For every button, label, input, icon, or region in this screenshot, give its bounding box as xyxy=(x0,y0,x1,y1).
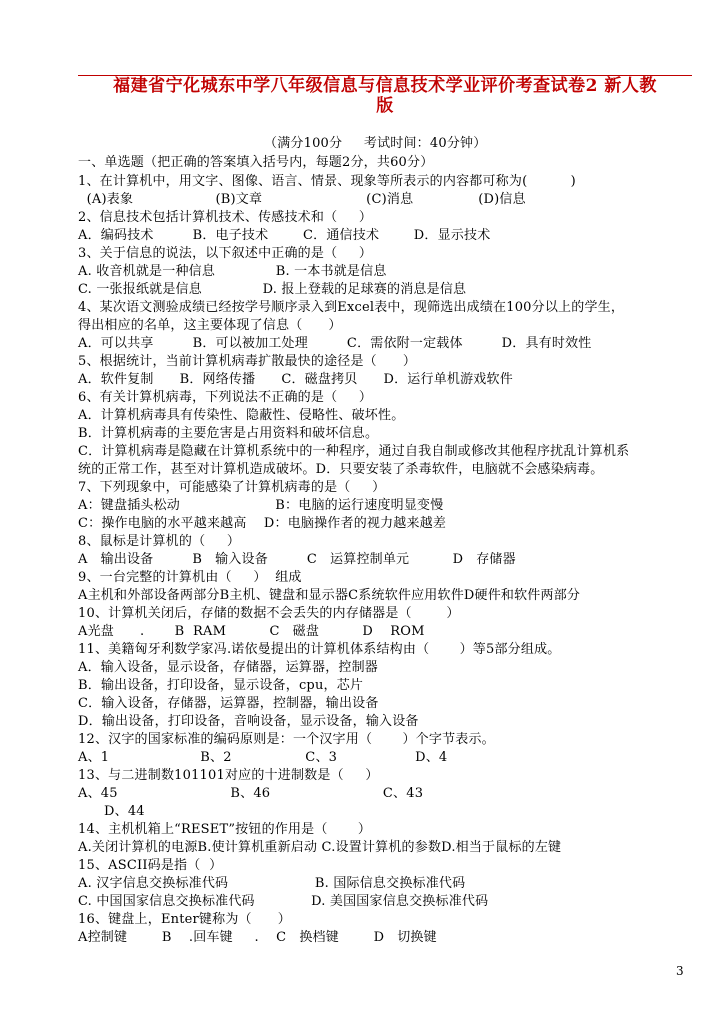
question-6: 6、有关计算机病毒，下列说法不正确的是（ ） xyxy=(78,390,373,405)
question-11: 11、美籍匈牙利数学家冯.诺依曼提出的计算机体系结构由（ ）等5部分组成。 xyxy=(78,642,561,657)
question-11-option-b: B．输出设备，打印设备，显示设备，cpu，芯片 xyxy=(78,678,364,693)
question-11-option-a: A．输入设备，显示设备，存储器，运算器，控制器 xyxy=(78,660,378,675)
page-number: 3 xyxy=(676,964,684,978)
question-2: 2、信息技术包括计算机技术、传感技术和（ ） xyxy=(78,210,373,225)
question-13-option-d: D、44 xyxy=(78,804,145,819)
question-11-option-c: C．输入设备，存储器，运算器，控制器，输出设备 xyxy=(78,696,379,711)
question-16-options: A控制键 B .回车键 . C 换档键 D 切换键 xyxy=(78,930,437,945)
question-4-line-2: 得出相应的名单，这主要体现了信息（ ） xyxy=(78,318,342,333)
question-8: 8、鼠标是计算机的（ ） xyxy=(78,534,241,549)
question-14: 14、主机机箱上“RESET”按钮的作用是（ ） xyxy=(78,822,372,837)
question-15: 15、ASCII码是指（ ） xyxy=(78,858,223,873)
question-10-options: A光盘 . B RAM C 磁盘 D ROM xyxy=(78,624,425,639)
question-14-options: A.关闭计算机的电源B.使计算机重新启动 C.设置计算机的参数D.相当于鼠标的左键 xyxy=(78,840,562,855)
question-4-options: A．可以共享 B．可以被加工处理 C．需依附一定载体 D．具有时效性 xyxy=(78,336,592,351)
question-13-options: A、45 B、46 C、43 xyxy=(78,786,424,801)
title-line-1: 福建省宁化城东中学八年级信息与信息技术学业评价考查试卷2 新人教 xyxy=(113,76,657,96)
question-5: 5、根据统计，当前计算机病毒扩散最快的途径是（ ） xyxy=(78,354,417,369)
question-3-options-ab: A. 收音机就是一种信息 B. 一本书就是信息 xyxy=(78,264,387,279)
exam-title xyxy=(78,76,692,116)
exam-info: （满分100分 考试时间：40分钟） xyxy=(264,136,487,151)
question-12-options: A、1 B、2 C、3 D、4 xyxy=(78,750,448,765)
question-6-option-c-1: C．计算机病毒是隐藏在计算机系统中的一种程序，通过自我自制或修改其他程序扰乱计算机系 xyxy=(78,444,630,459)
question-1-options: (A)表象 (B)文章 (C)消息 (D)信息 xyxy=(78,192,526,207)
question-7-options-cd: C：操作电脑的水平越来越高 D：电脑操作者的视力越来越差 xyxy=(78,516,447,531)
section-heading: 一、单选题（把正确的答案填入括号内，每题2分，共60分） xyxy=(78,155,434,170)
question-3: 3、关于信息的说法，以下叙述中正确的是（ ） xyxy=(78,246,373,261)
question-16: 16、键盘上，Enter键称为（ ） xyxy=(78,912,291,927)
question-6-option-c-2: 统的正常工作，甚至对计算机造成破坏。D．只要安装了杀毒软件，电脑就不会感染病毒。 xyxy=(78,462,604,477)
title-line-2: 版 xyxy=(376,96,394,116)
question-1: 1、在计算机中，用文字、图像、语言、情景、现象等所表示的内容都可称为( ) xyxy=(78,174,576,189)
question-7-options-ab: A：键盘插头松动 B：电脑的运行速度明显变慢 xyxy=(78,498,444,513)
question-4-line-1: 4、某次语文测验成绩已经按学号顺序录入到Excel表中，现筛选出成绩在100分以上的学生， xyxy=(78,300,625,315)
question-9-options: A主机和外部设备两部分B主机、键盘和显示器C系统软件应用软件D硬件和软件两部分 xyxy=(78,588,581,603)
question-9: 9、一台完整的计算机由（ ） 组成 xyxy=(78,570,302,585)
question-6-option-b: B．计算机病毒的主要危害是占用资料和破坏信息。 xyxy=(78,426,379,441)
question-5-options: A．软件复制 B．网络传播 C．磁盘拷贝 D．运行单机游戏软件 xyxy=(78,372,513,387)
question-7: 7、下列现象中，可能感染了计算机病毒的是（ ） xyxy=(78,480,386,495)
question-15-options-ab: A. 汉字信息交换标准代码 B. 国际信息交换标准代码 xyxy=(78,876,466,891)
question-15-options-cd: C. 中国国家信息交换标准代码 D. 美国国家信息交换标准代码 xyxy=(78,894,489,909)
question-13: 13、与二进制数101101对应的十进制数是（ ） xyxy=(78,768,379,783)
question-11-option-d: D．输出设备，打印设备，音响设备，显示设备，输入设备 xyxy=(78,714,419,729)
question-10: 10、计算机关闭后，存储的数据不会丢失的内存储器是（ ） xyxy=(78,606,460,621)
question-6-option-a: A．计算机病毒具有传染性、隐蔽性、侵略性、破坏性。 xyxy=(78,408,405,423)
question-12: 12、汉字的国家标准的编码原则是：一个汉字用（ ）个字节表示。 xyxy=(78,732,495,747)
question-2-options: A．编码技术 B．电子技术 C．通信技术 D．显示技术 xyxy=(78,228,491,243)
question-3-options-cd: C. 一张报纸就是信息 D. 报上登载的足球赛的消息是信息 xyxy=(78,282,467,297)
question-8-options: A 输出设备 B 输入设备 C 运算控制单元 D 存储器 xyxy=(78,552,516,567)
